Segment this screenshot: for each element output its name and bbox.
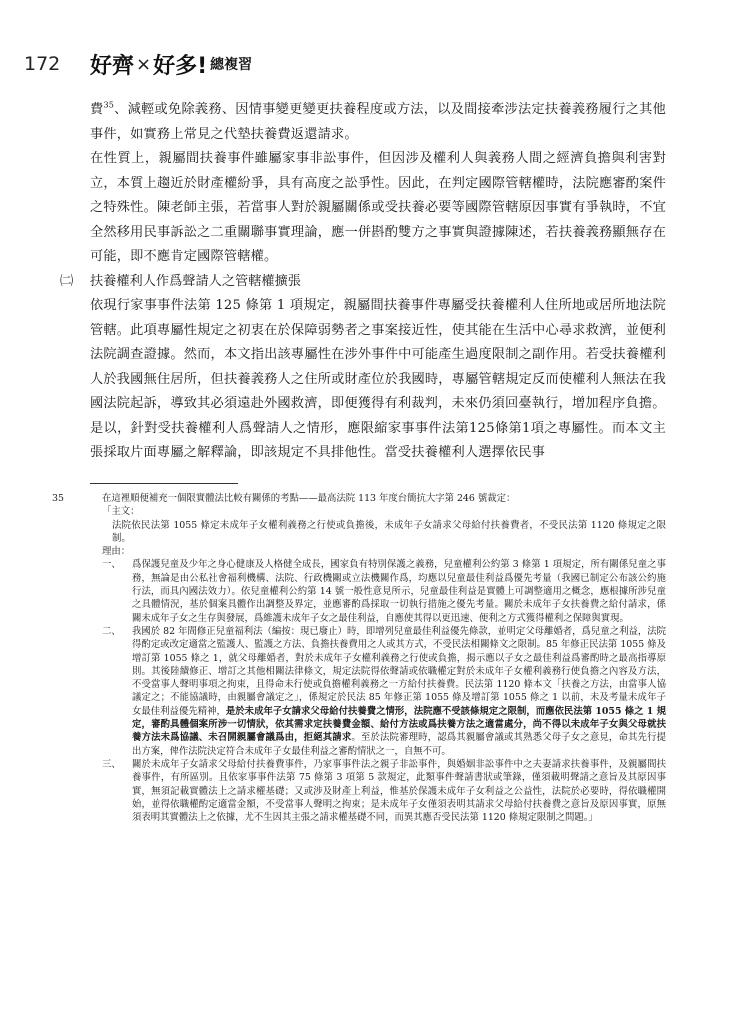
- section-title: 扶養權利人作爲聲請人之管轄權擴張: [90, 273, 301, 289]
- paragraph-1-start: 費: [90, 102, 104, 117]
- reason-item-text: 爲保護兒童及少年之身心健康及人格健全成長，國家負有特別保護之義務，兒童權利公約第 3 條第 1 項規定，所有關係兒童之事務，無論是由公私社會福利機構、法院、行政機關或立法機關作爲，均應以兒童最佳利益爲優先考量（我國已制定公布該公約施行法，而具內國法效力）。依兒童權利公約第 14 號一般性意見所示，兒童最佳利益是實體上可調整適用之概念，應根據所涉兒童之具體情況，基於個案具體作出調整及界定，並應審酌爲採取一切執行措施之優先考量。關於未成年子女扶養費之給付請求，係關未成年子女之生存與發展，爲維護未成年子女之最佳利益，自應使其得以更迅速、便利之方式獲得權利之保障與實現。: [132, 559, 666, 624]
- paragraph-1-rest: 、減輕或免除義務、因情事變更變更扶養程度或方法，以及間接牽涉法定扶養義務履行之其他事件，如實務上常見之代墊扶養費返還請求。: [90, 102, 666, 142]
- logo-separator: ×: [136, 53, 152, 75]
- footnote-body: [102, 492, 666, 824]
- reason-item-text: 關於未成年子女請求父母給付扶養費事件，乃家事事件法之親子非訟事件，與婚姻非訟事件中之夫妻請求扶養事件，及親屬間扶養事件，有所區別。且依家事事件法第 75 條第 3 項第 5 款規定，此類事件聲請書狀或筆錄，僅須載明聲請之意旨及其原因事實，無須記載實體法上之請求權基礎；又或涉及財產上利益，惟基於保護未成年子女利益之公益性，法院於必要時，得依職權開始，並得依職權酌定適當金額，不受當事人聲明之拘束；是未成年子女僅須表明其請求父母給付扶養費之意旨及原因事實，原無須表明其實體法上之依據，尤不生因其主張之請求權基礎不同，而異其應否受民法第 1120 條規定限制之問題。」: [132, 758, 666, 824]
- paragraph-1: [90, 98, 666, 147]
- page-header: [24, 46, 252, 82]
- reason-item-1: [102, 558, 666, 624]
- footnote-main-label: 「主文：: [102, 506, 140, 518]
- paragraph-4: 是以，針對受扶養權利人爲聲請人之情形，應限縮家事事件法第125條第1項之專屬性。而本文主張採取片面專屬之解釋論，即該規定不具排他性。當受扶養權利人選擇依民事: [90, 420, 666, 460]
- reason-item-3: [102, 758, 666, 824]
- main-text: [60, 98, 666, 466]
- section-heading: [60, 270, 666, 295]
- logo-part1: 好齊: [90, 53, 135, 79]
- reason-item-text: 我國於 82 年間修正兒童福利法（編按：現已廢止）時，即增列兒童最佳利益優先條款，並明定父母離婚者，爲兒童之利益，法院得酌定或改定適當之監護人、監護之方法、負擔扶養費用之人或其方式，不受民法相關條文之限制。85 年修正民法第 1055 條及增訂第 1055 條之 1，就父母離婚者，對於未成年子女權利義務之行使或負擔，揭示應以子女之最佳利益爲審酌時之最高指導原則。其後陸續修正、增訂之其他相關法律條文，規定法院得依聲請或依職權定對於未成年子女權利義務行使負擔之內容及方法，不受當事人聲明事項之拘束，且得命未行使或負擔權利義務之一方給付扶養費。民法第 1120 條本文「扶養之方法，由當事人協議定之；不能協議時，由親屬會議定之」，係規定於民法 85 年修正第 1055 條及增訂第 1055 條之 1 以前，未及考量未成年子女最佳利益優先精神，: [132, 625, 666, 717]
- logo-subtitle: 總複習: [210, 57, 253, 73]
- footnote-divider: [90, 483, 238, 484]
- reason-item-2: [102, 625, 666, 758]
- reason-item-text-end: 。至於法院審理時，認爲其親屬會議或其熟悉父母子女之意見，命其先行提出方案，俾作法院決定符合未成年子女最佳利益之審酌情狀之一，自無不可。: [132, 732, 666, 757]
- footnote-main-text: 法院依民法第 1055 條定未成年子女權利義務之行使或負擔後，未成年子女請求父母給付扶養費者，不受民法第 1120 條規定之限制。: [112, 519, 666, 544]
- reason-item-number: 三、: [102, 758, 121, 770]
- reason-item-number: 二、: [102, 625, 121, 637]
- footnote-reason-label: 理由：: [102, 546, 131, 558]
- footnote-35: [52, 492, 666, 824]
- section-number: ㈡: [60, 273, 74, 289]
- footnote-number: 35: [52, 493, 64, 504]
- paragraph-2: 在性質上，親屬間扶養事件雖屬家事非訟事件，但因涉及權利人與義務人間之經濟負擔與利害對立，本質上趨近於財產權紛爭，具有高度之訟爭性。因此，在判定國際管轄權時，法院應審酌案件之特殊性。陳老師主張，若當事人對於親屬關係或受扶養必要等國際管轄原因事實有爭執時，不宜全然移用民事訴訟之二重關聯事實理論，應一併斟酌雙方之事實與證據陳述，若扶養義務顯無存在可能，即不應肯定國際管轄權。: [90, 151, 666, 264]
- book-logo: [90, 49, 252, 80]
- footnote-intro: 在這裡順便補充一個限實體法比較有關係的考點——最高法院 113 年度台簡抗大字第 246 號裁定：: [102, 493, 516, 504]
- paragraph-3: 依現行家事事件法第 125 條第 1 項規定，親屬間扶養事件專屬受扶養權利人住所地或居所地法院管轄。此項專屬性規定之初衷在於保障弱勢者之事案接近性，使其能在生活中心尋求救濟，並便利法院調查證據。然而，本文指出該專屬性在涉外事件中可能產生過度限制之副作用。若受扶養權利人於我國無住居所，但扶養義務人之住所或財產位於我國時，專屬管轄規定反而使權利人無法在我國法院起訴，導致其必須遠赴外國救濟，即便獲得有利裁判，未來仍須回臺執行，增加程序負擔。: [90, 298, 666, 411]
- reason-item-emphasis: 是於未成年子女請求父母給付扶養費之情形，法院應不受該條規定之限制，而應依民法第 1055 條之 1 規定，審酌具體個案所涉一切情狀，依其需求定扶養費金額、給付方法或爲扶養方法之適當處分，尚不得以未成年子女與父母就扶養方法未爲協議、未召開親屬會議爲由，拒絕其請求: [132, 705, 666, 744]
- logo-part2: 好多!: [153, 53, 208, 79]
- page-number: 172: [24, 53, 61, 75]
- reason-item-number: 一、: [102, 559, 121, 571]
- footnote-ref-35[interactable]: 35: [103, 100, 115, 110]
